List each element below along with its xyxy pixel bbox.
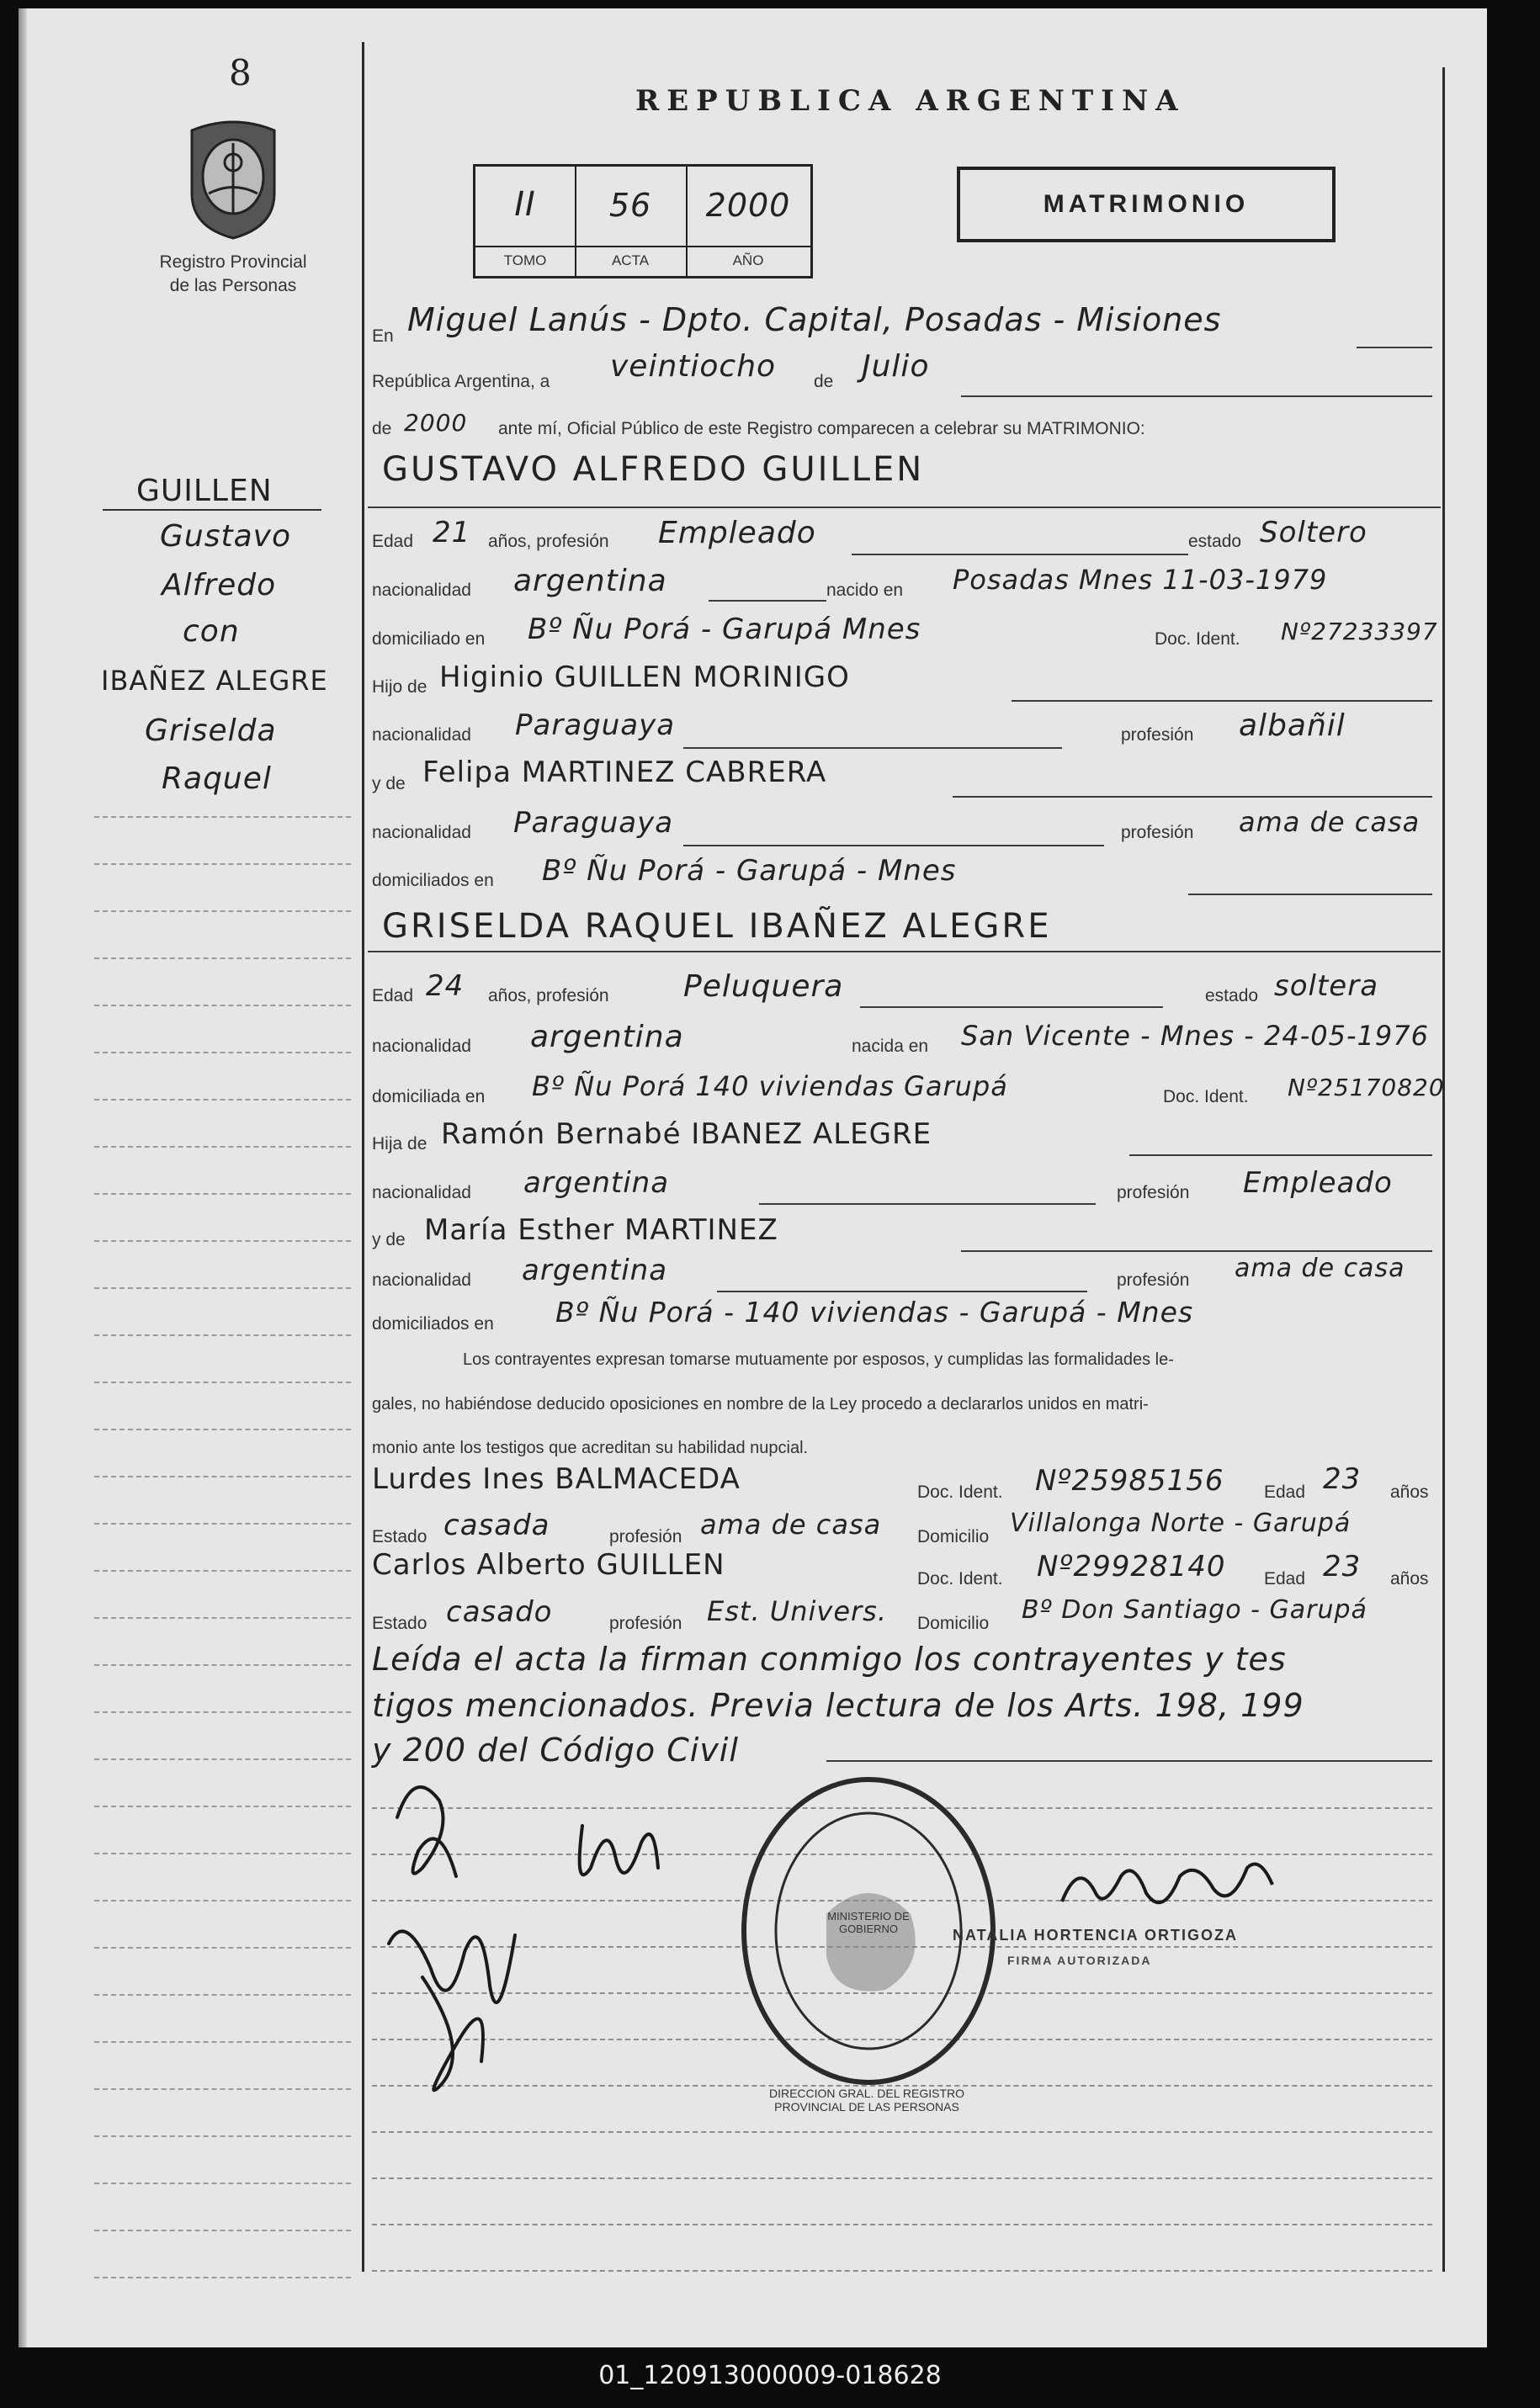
witness1-domicile: Villalonga Norte - Garupá <box>1010 1509 1351 1538</box>
label-anos: años <box>1390 1482 1429 1502</box>
label-republica: República Argentina, a <box>372 372 550 391</box>
intro-statement: ante mí, Oficial Público de este Registro comparecen a celebrar su MATRIMONIO: <box>498 419 1145 438</box>
label-nacida: nacida en <box>852 1037 929 1056</box>
label-domiciliada: domiciliada en <box>372 1087 486 1106</box>
label-y-de: y de <box>372 774 406 793</box>
margin-ruled-line <box>94 2088 351 2090</box>
ruled-line <box>372 2270 1432 2272</box>
tomo-value: II <box>514 185 536 224</box>
margin-ruled-line <box>94 1334 351 1336</box>
fill-line <box>961 395 1432 397</box>
margin-ruled-line <box>94 957 351 959</box>
fill-line <box>953 796 1432 798</box>
margin-ruled-line <box>94 1664 351 1666</box>
signatures <box>372 1767 725 2103</box>
groom-age: 21 <box>433 516 471 549</box>
label-profesion: años, profesión <box>488 532 609 551</box>
margin-ruled-line <box>94 2041 351 2043</box>
fill-line <box>852 554 1188 555</box>
bride-father-nationality: argentina <box>523 1166 670 1200</box>
month-value: Julio <box>862 349 930 384</box>
signature-witness-1 <box>389 1931 515 2002</box>
margin-ruled-line <box>94 1052 351 1053</box>
groom-name: GUSTAVO ALFREDO GUILLEN <box>382 450 925 489</box>
register-page <box>19 8 1487 2347</box>
fill-line <box>683 845 1104 846</box>
ruled-line <box>372 2224 1432 2225</box>
fill-line <box>860 1006 1163 1008</box>
fill-line <box>683 747 1062 749</box>
label-nacionalidad: nacionalidad <box>372 725 471 745</box>
right-border <box>1442 67 1445 2272</box>
bride-name: GRISELDA RAQUEL IBAÑEZ ALEGRE <box>382 907 1052 946</box>
witness2-document: Nº29928140 <box>1037 1550 1226 1583</box>
witness1-document: Nº25985156 <box>1035 1464 1224 1498</box>
margin-ruled-line <box>94 2135 351 2137</box>
label-profesion: profesión <box>1121 725 1194 745</box>
bride-mother-nationality: argentina <box>522 1254 668 1287</box>
margin-note-surname: GUILLEN <box>136 474 273 508</box>
declaration-line-3: monio ante los testigos que acreditan su habilidad nupcial. <box>372 1439 809 1457</box>
official-name: NATALIA HORTENCIA ORTIGOZA <box>953 1927 1238 1944</box>
label-estado: estado <box>1188 532 1242 551</box>
margin-ruled-line <box>94 1382 351 1383</box>
label-nacionalidad: nacionalidad <box>372 581 471 600</box>
label-domicilio: Domicilio <box>917 1614 990 1633</box>
coat-of-arms-icon <box>183 114 283 240</box>
bride-father-profession: Empleado <box>1243 1166 1393 1200</box>
label-anos: años <box>1390 1569 1429 1589</box>
margin-ruled-line <box>94 2277 351 2278</box>
acta-cell <box>575 167 688 276</box>
bride-document: Nº25170820 <box>1288 1074 1445 1101</box>
margin-ruled-line <box>94 1711 351 1713</box>
act-type-box: MATRIMONIO <box>957 167 1336 242</box>
declaration-line-1: Los contrayentes expresan tomarse mutuamente por esposos, y cumplidas las formalidades le- <box>463 1350 1174 1369</box>
groom-domicile: Bº Ñu Porá - Garupá Mnes <box>528 613 921 646</box>
label-estado: estado <box>1205 986 1259 1005</box>
label-domicilio: Domicilio <box>917 1527 990 1546</box>
ano-cell <box>686 167 810 276</box>
ano-label: AÑO <box>686 246 810 269</box>
margin-ruled-line <box>94 1617 351 1619</box>
acta-label: ACTA <box>575 246 686 269</box>
closing-line-2: tigos mencionados. Previa lectura de los Arts. 198, 199 <box>372 1687 1304 1724</box>
witness1-profession: ama de casa <box>700 1509 882 1541</box>
label-nacionalidad: nacionalidad <box>372 1183 471 1202</box>
margin-ruled-line <box>94 816 351 818</box>
margin-ruled-line <box>94 1758 351 1760</box>
groom-mother-nationality: Paraguaya <box>513 806 674 840</box>
bride-mother: María Esther MARTINEZ <box>424 1213 778 1247</box>
groom-nationality: argentina <box>513 564 667 598</box>
image-identifier: 01_120913000009-018628 <box>598 2361 942 2390</box>
groom-father-profession: albañil <box>1239 708 1346 743</box>
label-nacionalidad: nacionalidad <box>372 823 471 842</box>
page-number: 8 <box>229 52 252 93</box>
label-edad: Edad <box>1264 1569 1306 1589</box>
label-domiciliados: domiciliados en <box>372 871 494 890</box>
margin-ruled-line <box>94 1947 351 1949</box>
bride-status: soltera <box>1274 969 1379 1003</box>
country-title: REPUBLICA ARGENTINA <box>635 84 1186 118</box>
label-hijo: Hijo de <box>372 677 427 697</box>
place-value: Miguel Lanús - Dpto. Capital, Posadas - Misiones <box>407 301 1222 338</box>
signature-bride <box>580 1826 658 1875</box>
bride-parents-domicile: Bº Ñu Porá - 140 viviendas - Garupá - Mnes <box>555 1296 1194 1329</box>
label-nacionalidad: nacionalidad <box>372 1270 471 1290</box>
margin-note-line: Griselda <box>145 713 277 748</box>
stamp-inner: MINISTERIO DE GOBIERNO <box>827 1910 910 1935</box>
registry-line-2: de las Personas <box>169 276 297 295</box>
margin-ruled-line <box>94 1900 351 1901</box>
witness1-name: Lurdes Ines BALMACEDA <box>372 1462 741 1496</box>
fill-line <box>759 1203 1096 1205</box>
witness2-status: casado <box>446 1595 553 1629</box>
declaration-line-2: gales, no habiéndose deducido oposiciones en nombre de la Ley procedo a declararlos unidos en matri- <box>372 1395 1149 1414</box>
label-profesion: profesión <box>609 1614 682 1633</box>
groom-profession: Empleado <box>658 516 816 550</box>
margin-ruled-line <box>94 1287 351 1289</box>
bride-father: Ramón Bernabé IBANEZ ALEGRE <box>441 1117 932 1151</box>
groom-father: Higinio GUILLEN MORINIGO <box>439 660 850 694</box>
bride-nationality: argentina <box>530 1020 684 1054</box>
closing-line-3: y 200 del Código Civil <box>372 1732 739 1769</box>
tomo-label: TOMO <box>475 246 575 269</box>
label-edad: Edad <box>372 532 414 551</box>
registry-line-1: Registro Provincial <box>159 252 307 272</box>
margin-ruled-line <box>94 1994 351 1996</box>
margin-note-line: con <box>183 614 240 649</box>
stamp-text: DIRECCION GRAL. DEL REGISTRO PROVINCIAL DE LAS PERSONAS <box>768 2087 965 2114</box>
signature-official <box>1054 1851 1281 1927</box>
tomo-cell <box>475 167 576 276</box>
margin-ruled-line <box>94 1476 351 1477</box>
groom-parents-domicile: Bº Ñu Porá - Garupá - Mnes <box>542 854 957 888</box>
margin-ruled-line <box>94 1240 351 1242</box>
fill-line <box>709 600 826 602</box>
margin-ruled-line <box>94 1429 351 1430</box>
signature-witness-2 <box>422 1977 483 2090</box>
bride-mother-profession: ama de casa <box>1235 1254 1405 1283</box>
reference-box <box>473 164 813 278</box>
margin-divider <box>362 42 364 2272</box>
witness2-domicile: Bº Don Santiago - Garupá <box>1022 1595 1367 1625</box>
margin-ruled-line <box>94 1193 351 1195</box>
registry-name <box>128 251 338 298</box>
margin-note-underline <box>103 509 321 511</box>
label-doc: Doc. Ident. <box>917 1482 1003 1502</box>
label-de: de <box>814 372 834 391</box>
ruled-line <box>372 2177 1432 2179</box>
label-doc: Doc. Ident. <box>1163 1087 1249 1106</box>
bride-profession: Peluquera <box>683 969 844 1004</box>
fill-line <box>1012 700 1432 702</box>
fill-line <box>1129 1154 1432 1156</box>
groom-mother-profession: ama de casa <box>1239 806 1421 838</box>
label-edad: Edad <box>372 986 414 1005</box>
groom-mother: Felipa MARTINEZ CABRERA <box>422 756 827 789</box>
fill-line <box>717 1291 1087 1292</box>
label-nacionalidad: nacionalidad <box>372 1037 471 1056</box>
name-underline <box>368 951 1441 952</box>
label-estado: Estado <box>372 1614 427 1633</box>
bride-domicile: Bº Ñu Porá 140 viviendas Garupá <box>532 1070 1008 1102</box>
label-profesion: profesión <box>609 1527 682 1546</box>
margin-ruled-line <box>94 1523 351 1525</box>
witness1-status: casada <box>443 1509 550 1542</box>
fill-line <box>1357 347 1432 348</box>
margin-note-line: Gustavo <box>160 519 291 554</box>
ano-value: 2000 <box>705 187 791 224</box>
margin-ruled-line <box>94 1570 351 1572</box>
closing-line-1: Leída el acta la firman conmigo los contrayentes y tes <box>372 1641 1287 1678</box>
margin-ruled-line <box>94 2230 351 2231</box>
margin-note-line: Raquel <box>162 761 272 796</box>
witness2-name: Carlos Alberto GUILLEN <box>372 1548 725 1582</box>
fill-line <box>826 1760 1432 1762</box>
label-estado: Estado <box>372 1527 427 1546</box>
witness1-age: 23 <box>1323 1462 1362 1496</box>
label-profesion: profesión <box>1117 1270 1190 1290</box>
witness2-profession: Est. Univers. <box>707 1595 887 1627</box>
margin-ruled-line <box>94 1005 351 1006</box>
page-binding-edge <box>19 8 27 2347</box>
label-edad: Edad <box>1264 1482 1306 1502</box>
groom-document: Nº27233397 <box>1281 618 1438 645</box>
label-hija: Hija de <box>372 1134 427 1154</box>
margin-ruled-line <box>94 863 351 865</box>
groom-status: Soltero <box>1260 516 1367 549</box>
label-en: En <box>372 326 394 346</box>
fill-line <box>961 1250 1432 1252</box>
margin-note-line: Alfredo <box>162 568 277 602</box>
margin-ruled-line <box>94 1853 351 1854</box>
groom-birth: Posadas Mnes 11-03-1979 <box>953 564 1328 596</box>
label-domiciliados: domiciliados en <box>372 1314 494 1334</box>
day-value: veintiocho <box>610 349 777 384</box>
witness2-age: 23 <box>1323 1550 1362 1583</box>
label-doc: Doc. Ident. <box>917 1569 1003 1589</box>
acta-value: 56 <box>608 187 652 224</box>
ruled-line <box>372 2131 1432 2133</box>
fill-line <box>1188 894 1432 895</box>
margin-ruled-line <box>94 1099 351 1101</box>
label-profesion: profesión <box>1121 823 1194 842</box>
label-de-year: de <box>372 419 392 438</box>
year-value: 2000 <box>404 409 468 437</box>
groom-father-nationality: Paraguaya <box>515 708 676 742</box>
bride-birth: San Vicente - Mnes - 24-05-1976 <box>961 1020 1429 1052</box>
name-underline <box>368 507 1441 508</box>
label-y-de: y de <box>372 1230 406 1249</box>
official-title: FIRMA AUTORIZADA <box>1007 1954 1152 1967</box>
margin-ruled-line <box>94 1806 351 1807</box>
margin-ruled-line <box>94 2183 351 2184</box>
margin-ruled-line <box>94 910 351 912</box>
bride-age: 24 <box>426 969 465 1003</box>
label-profesion: profesión <box>1117 1183 1190 1202</box>
label-doc: Doc. Ident. <box>1155 629 1240 649</box>
label-profesion: años, profesión <box>488 986 609 1005</box>
margin-ruled-line <box>94 1146 351 1148</box>
label-domiciliado: domiciliado en <box>372 629 486 649</box>
margin-note-line: IBAÑEZ ALEGRE <box>101 665 328 697</box>
signature-groom <box>397 1787 456 1876</box>
label-nacido: nacido en <box>826 581 904 600</box>
